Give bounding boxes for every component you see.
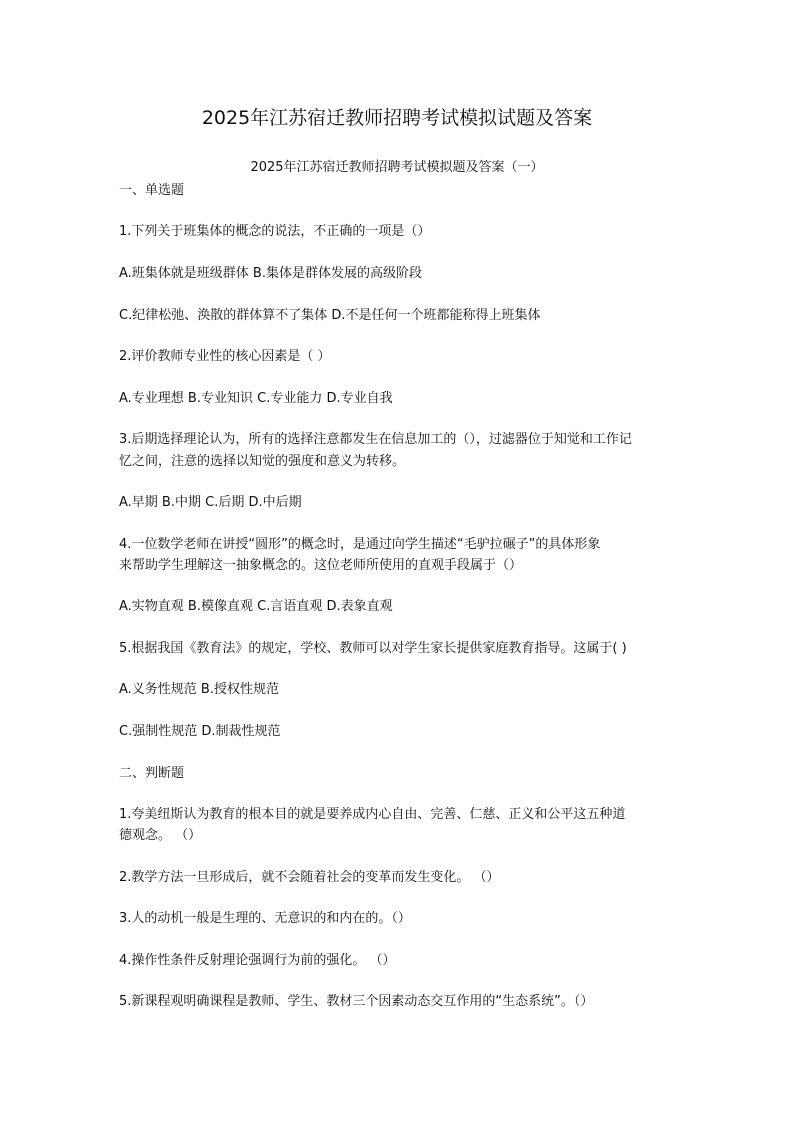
question-1-options-cd: C.纪律松弛、涣散的群体算不了集体 D.不是任何一个班都能称得上班集体 xyxy=(119,308,541,323)
tf-question-1-line-1: 1.夸美纽斯认为教育的根本目的就是要养成内心自由、完善、仁慈、正义和公平这五种道 xyxy=(119,807,626,822)
question-2-options: A.专业理想 B.专业知识 C.专业能力 D.专业自我 xyxy=(119,391,393,406)
tf-question-1-line-2: 德观念。 （） xyxy=(119,828,202,843)
question-4-text-line-1: 4.一位数学老师在讲授“圆形”的概念时，是通过向学生描述“毛驴拉碾子”的具体形象 xyxy=(119,537,601,552)
section-heading-single-choice: 一、单选题 xyxy=(119,183,185,198)
question-2-text: 2.评价教师专业性的核心因素是（ ） xyxy=(119,349,331,364)
document-title: 2025年江苏宿迁教师招聘考试模拟试题及答案 xyxy=(201,107,593,129)
question-3-text-line-1: 3.后期选择理论认为，所有的选择注意都发生在信息加工的（），过滤器位于知觉和工作记 xyxy=(119,432,632,447)
question-4-options: A.实物直观 B.模像直观 C.言语直观 D.表象直观 xyxy=(119,599,393,614)
tf-question-3: 3.人的动机一般是生理的、无意识的和内在的。（） xyxy=(119,911,411,926)
document-subtitle: 2025年江苏宿迁教师招聘考试模拟题及答案（一） xyxy=(250,160,544,175)
question-3-text-line-2: 忆之间，注意的选择以知觉的强度和意义为转移。 xyxy=(119,454,406,469)
tf-question-4: 4.操作性条件反射理论强调行为前的强化。 （） xyxy=(119,953,396,968)
section-heading-true-false: 二、判断题 xyxy=(119,766,185,781)
tf-question-5: 5.新课程观明确课程是教师、学生、教材三个因素动态交互作用的“生态系统”。（） xyxy=(119,994,594,1009)
question-3-options: A.早期 B.中期 C.后期 D.中后期 xyxy=(119,495,302,510)
tf-question-2: 2.教学方法一旦形成后，就不会随着社会的变革而发生变化。 （） xyxy=(119,870,500,885)
question-5-options-ab: A.义务性规范 B.授权性规范 xyxy=(119,682,279,697)
question-5-options-cd: C.强制性规范 D.制裁性规范 xyxy=(119,724,281,739)
question-4-text-line-2: 来帮助学生理解这一抽象概念的。这位老师所使用的直观手段属于（） xyxy=(119,558,523,573)
question-5-text: 5.根据我国《教育法》的规定，学校、教师可以对学生家长提供家庭教育指导。这属于( ) xyxy=(119,641,627,656)
question-1-options-ab: A.班集体就是班级群体 B.集体是群体发展的高级阶段 xyxy=(119,266,422,281)
question-1-text: 1.下列关于班集体的概念的说法，不正确的一项是（） xyxy=(119,224,431,239)
